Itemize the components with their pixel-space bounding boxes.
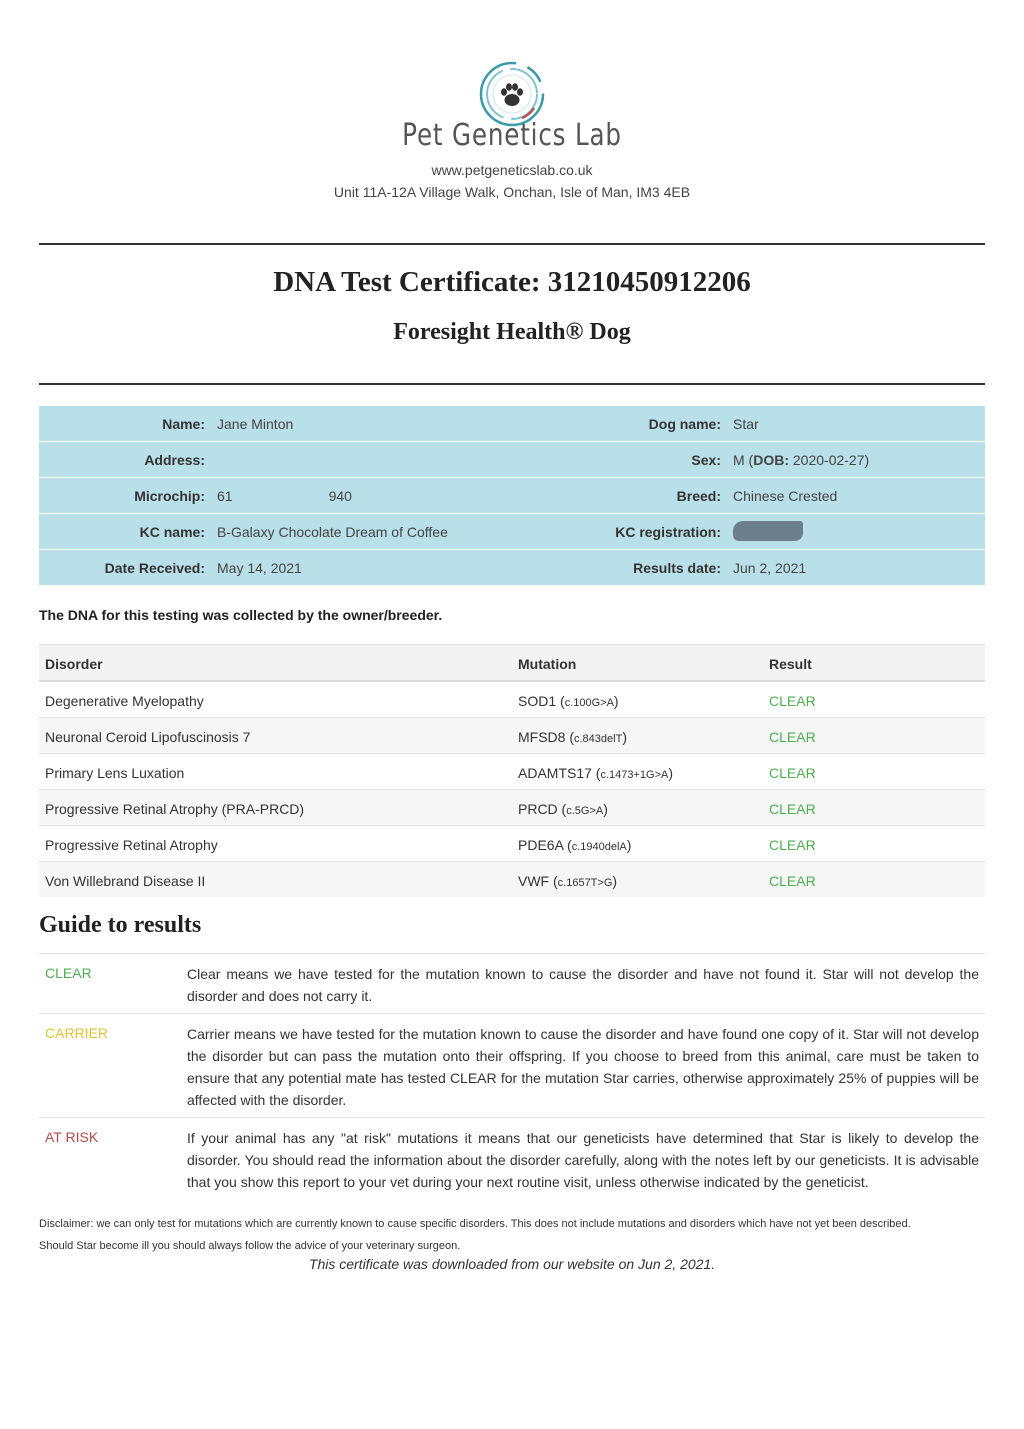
sex-label: Sex: [691,452,721,468]
disorder-cell: Progressive Retinal Atrophy (PRA-PRCD) [45,801,305,817]
disorder-cell: Primary Lens Luxation [45,765,185,781]
guide-term-at-risk: AT RISK [45,1129,99,1145]
guide-title: Guide to results [39,912,202,938]
header-disorder: Disorder [45,656,103,672]
kc-name-label: KC name: [139,524,205,540]
disorder-cell: Von Willebrand Disease II [45,873,206,889]
table-row [39,862,985,897]
table-row [39,682,985,718]
header-result: Result [769,656,812,672]
gene-name: VWF ( [518,873,558,889]
table-row [39,718,985,754]
gene-name: MFSD8 ( [518,729,574,745]
result-cell: CLEAR [769,873,816,889]
gene-name: PRCD ( [518,801,567,817]
paren: ) [622,729,627,745]
guide-term-carrier: CARRIER [45,1025,109,1041]
info-row [39,406,985,442]
lab-website: www.petgeneticslab.co.uk [431,162,593,178]
name-label: Name: [162,416,205,432]
breed-value: Chinese Crested [733,488,838,504]
dob-label: DOB: [753,452,789,468]
variant: c.1473+1G>A [600,769,669,781]
date-received-value: May 14, 2021 [217,560,302,576]
info-row [39,514,985,550]
guide-term-clear: CLEAR [45,965,92,981]
lab-address: Unit 11A-12A Village Walk, Onchan, Isle of Man, IM3 4EB [333,184,691,200]
variant: c.843delT [574,733,623,745]
mutation-cell [518,765,673,781]
table-row [39,826,985,862]
microchip-part-1: 61 [217,488,233,504]
info-table [39,406,985,585]
download-note: This certificate was downloaded from our website on Jun 2, 2021. [308,1256,716,1272]
certificate-title: DNA Test Certificate: 31210450912206 [273,266,751,298]
result-cell: CLEAR [769,729,816,745]
guide-text-carrier: Carrier means we have tested for the mutation known to cause the disorder and have found one copy of it. Star will not develop the disorder but can pass the mutation onto their offspring. If you choose to breed from this animal, care must be taken to ensure that any potential mate has tested CLEAR for the mutation Star carries, otherwise approximately 25% of puppies will be affected with the disorder. [187,1026,979,1108]
results-date-value: Jun 2, 2021 [733,560,807,576]
gene-name: ADAMTS17 ( [518,765,601,781]
paren: ) [603,801,608,817]
info-row [39,442,985,478]
info-row [39,478,985,514]
gene-name: SOD1 ( [518,693,565,709]
mutation-cell [518,837,631,853]
result-cell: CLEAR [769,765,816,781]
sex-value [733,452,869,468]
mutation-cell [518,873,617,889]
result-cell: CLEAR [769,693,816,709]
name-value: Jane Minton [217,416,294,432]
disorder-cell: Degenerative Myelopathy [45,693,204,709]
variant: c.5G>A [566,805,604,817]
table-row [39,754,985,790]
disclaimer [39,1213,985,1257]
header-mutation: Mutation [518,656,577,672]
guide-text-at-risk: If your animal has any "at risk" mutations it means that our geneticists have determined that Star is likely to develop the disorder. You should read the information about the disorder carefully, along with the notes left by our geneticists. It is advisable that you show this report to your vet during your next routine visit, unless otherwise indicated by the geneticist. [187,1130,979,1190]
microchip-value [217,488,352,504]
disorder-cell: Progressive Retinal Atrophy [45,837,218,853]
variant: c.1940delA [571,841,627,853]
breed-label: Breed: [676,488,721,504]
variant: c.1657T>G [557,877,613,889]
microchip-part-2: 940 [328,488,352,504]
kc-registration-label: KC registration: [615,524,721,540]
table-row [39,790,985,826]
info-row [39,550,985,585]
divider [39,243,985,245]
disorder-cell: Neuronal Ceroid Lipofuscinosis 7 [45,729,251,745]
table-header [39,644,985,682]
address-label: Address: [144,452,205,468]
disclaimer-line-2: Should Star become ill you should always follow the advice of your veterinary surgeon. [39,1240,461,1252]
dob-value: 2020-02-27) [789,452,870,468]
mutation-cell [518,801,608,817]
kc-name-value: B-Galaxy Chocolate Dream of Coffee [217,524,448,540]
divider [39,383,985,385]
redaction-blur [733,521,803,541]
guide-text-clear: Clear means we have tested for the mutation known to cause the disorder and have not found it. Star will not develop the disorder and does not carry it. [187,966,979,1004]
results-table [39,644,985,897]
paren: ) [613,693,619,709]
mutation-cell [518,693,619,709]
mutation-cell [518,729,627,745]
dog-name-value: Star [733,416,759,432]
gene-name: PDE6A ( [518,837,572,853]
collection-note: The DNA for this testing was collected by the owner/breeder. [39,607,443,623]
product-name: Foresight Health® Dog [393,319,631,345]
paren: ) [668,765,674,781]
guide-table [39,953,985,1199]
microchip-label: Microchip: [134,488,205,504]
result-cell: CLEAR [769,801,816,817]
paren: ) [612,873,618,889]
guide-row-clear [39,954,985,1014]
lab-name: Pet Genetics Lab [402,118,622,153]
guide-row-carrier [39,1014,985,1118]
date-received-label: Date Received: [104,560,205,576]
sex-text: M ( [733,452,754,468]
results-date-label: Results date: [633,560,721,576]
kc-registration-redacted [733,524,803,541]
variant: c.100G>A [564,697,614,709]
result-cell: CLEAR [769,837,816,853]
dog-name-label: Dog name: [648,416,721,432]
paren: ) [626,837,632,853]
disclaimer-line-1: Disclaimer: we can only test for mutations which are currently known to cause specific disorders. This does not include mutations and disorders which have not yet been described. [39,1218,911,1230]
guide-row-at-risk [39,1118,985,1199]
